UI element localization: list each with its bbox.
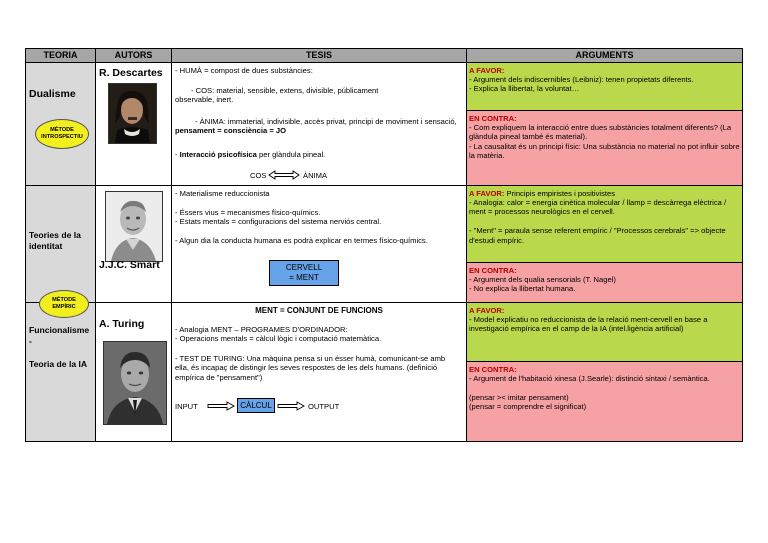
contra-cell-identitat bbox=[466, 262, 743, 303]
tesis-huma: - HUMÀ = compost de dues substàncies: bbox=[175, 66, 313, 75]
favor-text: - Analogia: calor = energia cinètica molecular / llamp = descàrrega elèctrica / ment = processos neurològics en el cervell. - "Ment" = paraula sense referent empíric / "Processos cerebrals" => objecte d'estudi empíric. bbox=[469, 198, 727, 245]
theory-dash: - bbox=[29, 336, 32, 346]
tesis-cell-dualisme bbox=[171, 62, 467, 186]
header-teoria: TEORIA bbox=[25, 48, 96, 63]
author-turing: A. Turing bbox=[99, 318, 145, 330]
favor-label: A FAVOR: bbox=[469, 306, 505, 315]
contra-label: EN CONTRA: bbox=[469, 114, 517, 123]
favor-heading bbox=[469, 189, 741, 198]
favor-label: A FAVOR: bbox=[469, 189, 505, 198]
descartes-portrait bbox=[108, 83, 157, 144]
tesis-cell-funcionalisme bbox=[171, 302, 467, 442]
tesis-analogia: - Analogia MENT – PROGRAMES D'ORDINADOR: - Operacions mentals = càlcul lògic i computació matemàtica. bbox=[175, 325, 382, 344]
tesis-anima-text: - ÀNIMA: immaterial, indivisible, accès privat, principi de moviment i sensació, bbox=[195, 117, 457, 126]
label-output: OUTPUT bbox=[308, 402, 340, 411]
cervell-ment-box bbox=[269, 260, 339, 286]
contra-text: - Argument dels qualia sensorials (T. Nagel) - No explica la llibertat humana. bbox=[469, 275, 616, 294]
label-cos: COS bbox=[250, 171, 267, 180]
contra-label: EN CONTRA: bbox=[469, 365, 517, 374]
theory-dualisme: Dualisme bbox=[29, 88, 76, 100]
contra-cell-funcionalisme bbox=[466, 361, 743, 442]
theory-identitat: Teories de la identitat bbox=[29, 230, 81, 251]
contra-text: - Argument de l'habitació xinesa (J.Searle): distinció sintaxi / semàntica. (pensar >< imitar pensament) (pensar = comprendre el significat) bbox=[469, 374, 710, 412]
favor-cell-funcionalisme bbox=[466, 302, 743, 362]
favor-cell-identitat bbox=[466, 185, 743, 263]
header-autors: AUTORS bbox=[95, 48, 172, 63]
tesis-anima bbox=[175, 117, 463, 136]
smart-portrait bbox=[105, 191, 163, 262]
favor-cell-dualisme bbox=[466, 62, 743, 111]
method-line1: MÈTODE bbox=[52, 297, 76, 303]
favor-text: - Argument dels indiscernibles (Leibniz): tenen propietats diferents. - Explica la llibertat, la voluntat… bbox=[469, 75, 694, 94]
author-smart: J.J.C. Smart bbox=[99, 259, 160, 271]
favor-label: A FAVOR: bbox=[469, 66, 505, 75]
method-line1: MÈTODE bbox=[50, 127, 74, 133]
theory-cell-funcionalisme bbox=[25, 302, 96, 442]
tesis-interaccio-dash: - bbox=[175, 150, 180, 159]
calcul-box: CÀLCUL bbox=[237, 398, 275, 413]
theory-ia: Teoria de la IA bbox=[29, 359, 88, 369]
author-cell-turing bbox=[95, 302, 172, 442]
double-arrow-icon bbox=[268, 170, 300, 180]
tesis-turing-test: - TEST DE TURING: Una màquina pensa si un ésser humà, comunicant-se amb ella, és incapaç de distingir les seves respostes de les dels humans. (definició empírica de "pensament") bbox=[175, 354, 446, 382]
author-cell-descartes bbox=[95, 62, 172, 186]
arrow-right-icon bbox=[207, 401, 235, 411]
tesis-identitat-text: - Materialisme reduccionista - Éssers vius = mecanismes físico-químics. - Estats mentals = configuracions del sistema nerviós central. - Algun dia la conducta humana es podrà explicar en termes físico-químics. bbox=[175, 189, 428, 246]
turing-portrait bbox=[103, 341, 167, 425]
method-oval-empiric bbox=[39, 290, 89, 318]
philosophy-table bbox=[25, 48, 743, 442]
method-oval-introspectiu bbox=[35, 119, 89, 149]
tesis-interaccio-text: per glàndula pineal. bbox=[256, 150, 326, 159]
favor-text: - Model explicatiu no reduccionista de la relació ment-cervell en base a investigació empírica en el camp de la IA (intel.ligència artificial) bbox=[469, 315, 708, 334]
box-line2: = MENT bbox=[289, 273, 319, 282]
theory-funcionalisme: Funcionalisme bbox=[29, 325, 90, 335]
tesis-interaccio-bold: Interacció psicofísica bbox=[179, 150, 257, 159]
header-tesis: TESIS bbox=[171, 48, 467, 63]
box-line1: CERVELL bbox=[285, 263, 323, 272]
theory-cell-identitat bbox=[25, 185, 96, 303]
contra-text: - Com expliquem la interacció entre dues substàncies totalment diferents? (La glàndula pineal també és material). - La causalitat és un principi físic: Una substància no material no pot influir sobre la matèria. bbox=[469, 123, 740, 161]
method-line2: INTROSPECTIU bbox=[41, 134, 83, 140]
method-line2: EMPÍRIC bbox=[52, 304, 76, 310]
label-anima: ÀNIMA bbox=[303, 171, 328, 180]
favor-title: Principis empiristes i positivistes bbox=[504, 189, 615, 198]
contra-cell-dualisme bbox=[466, 110, 743, 186]
author-cell-smart bbox=[95, 185, 172, 303]
tesis-cos: - COS: material, sensible, extens, divisible, públicament observable, inert. bbox=[175, 86, 379, 105]
tesis-interaccio bbox=[175, 150, 463, 159]
author-descartes: R. Descartes bbox=[99, 67, 163, 79]
tesis-funcionalisme-title: MENT = CONJUNT DE FUNCIONS bbox=[255, 306, 383, 315]
header-arguments: ARGUMENTS bbox=[466, 48, 743, 63]
contra-label: EN CONTRA: bbox=[469, 266, 517, 275]
label-input: INPUT bbox=[175, 402, 198, 411]
tesis-cell-identitat bbox=[171, 185, 467, 303]
arrow-right-icon bbox=[277, 401, 305, 411]
tesis-anima-bold: pensament = consciència = JO bbox=[175, 126, 287, 136]
